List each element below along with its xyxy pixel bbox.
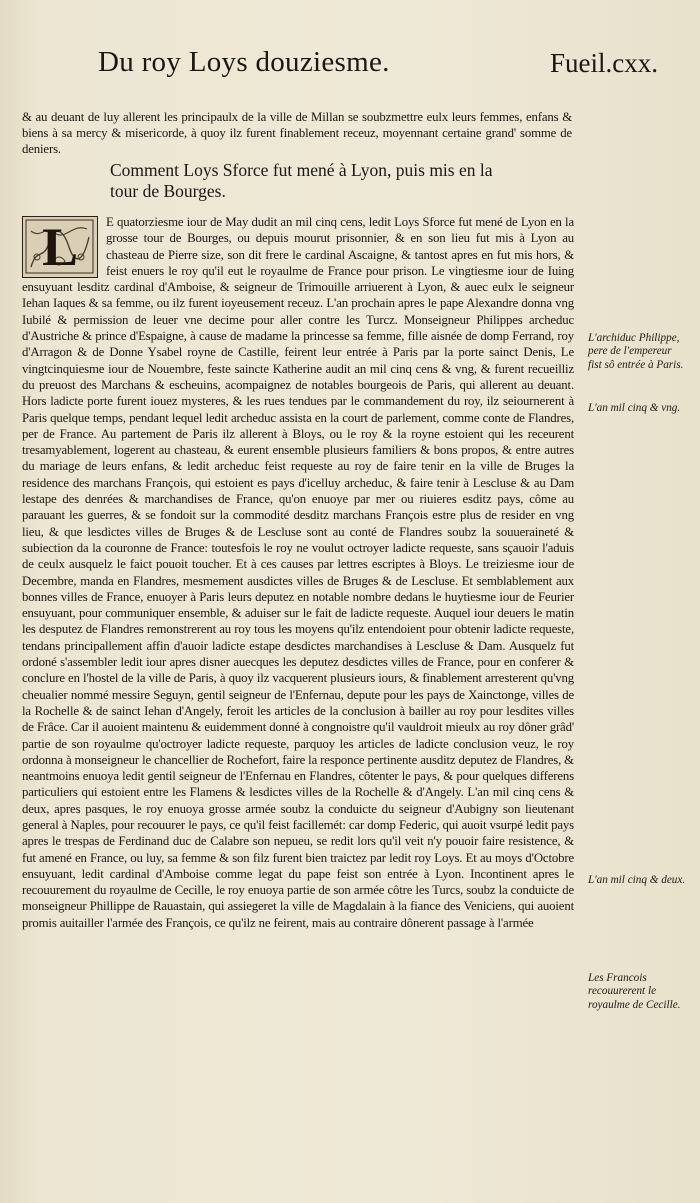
- chapter-heading: [110, 160, 510, 202]
- margin-note-year-1501: L'an mil cinq & vng.: [588, 402, 681, 414]
- folio-number: Fueil.cxx.: [550, 48, 658, 78]
- chapter-heading-line-1: Comment Loys Sforce fut mené à Lyon, puis mis en la: [110, 160, 493, 180]
- margin-note-sicily: Les Francois recouurerent le royaulme de Cecille.: [588, 972, 681, 1011]
- margin-note-archduke: L'archiduc Philippe, pere de l'empereur fist sô entrée à Paris.: [588, 332, 684, 371]
- body-paragraph: [22, 214, 574, 931]
- opening-paragraph: & au deuant de luy allerent les principaulx de la ville de Millan se soubzmettre eulx leurs femmes, enfans & biens à sa mercy & misericorde, à quoy ilz furent finablement receuz, moyennant certaine grand' somme de deniers.: [22, 109, 572, 157]
- dropcap-letter: L: [42, 217, 78, 277]
- chapter-heading-line-2: tour de Bourges.: [110, 181, 226, 201]
- running-title: Du roy Loys douziesme.: [98, 46, 390, 78]
- running-head: [98, 46, 658, 90]
- margin-note-year-1502: L'an mil cinq & deux.: [588, 874, 686, 886]
- body-text: E quatorziesme iour de May dudit an mil cinq cens, ledit Loys Sforce fut mené de Lyon en la grosse tour de Bourges, ou depuis mourut prisonnier, & en son lieu fut mis à Lyon au chasteau de Pierre size, son dit frere le cardinal Ascaigne, & tantost apres en fut mis hors, & feist enuers le roy qu'il eut le royaulme de France pour prison. Le vingtiesme iour de Iuing ensuyuant lesditz cardinal d'Amboise, & seigneur de Trimouille arriuerent à Lyon, & auec eulx le seigneur Iehan Iaques & sa femme, ou ilz furent ioyeusement receuz. L'an prochain apres le pape Alexandre donna vng Iubilé & permission de leuer vne decime pour aller contre les Turcz. Monseigneur Philippes archeduc d'Austriche & prince d'Espaigne, à cause de madame la princesse sa femme, fille aisnée de domp Ferrand, roy d'Arragon & de Donne Ysabel royne de Castille, feirent leur entrée à Paris par la porte sainct Denis, Le vingtcinquiesme iour de Nouembre, feste saincte Katherine audit an mil cinq cens & vng, & furent recueilliz du preuost des Marchans & escheuins, acompaignez de notables bourgeois de Paris, qui allerent au deuant. Hors ladicte porte furent iouez mysteres, & les rues tendues par le commandement du roy, ilz seiournerent à Paris quelque temps, pendant lequel ledit archeduc assista en la court de parlement, comme conte de Flandres, per de France. Au partement de Paris ilz allerent à Bloys, ou le roy & la royne estoient qui les receurent tresamyablement, logerent au chasteau, & eurent ensemble plusieurs familiers & bons propos, & entre autres du mariage de leurs enfans, & ledit archeduc feist requeste au roy de faire tenir en la ville de Bruges la residence des marchans François, qui estoient es pays d'icelluy archeduc, & faire tenir à Lescluse & au Dam lestape des denrées & marchandises de France, qu'on enuoye par mer ou riuieres esditz pays, côme au parauant les guerres, & se fondoit sur la commodité desditz marchans François estre plus de resider en vng lieu, & que lesdictes villes de Bruges & de Lescluse sont au conté de Flandres soubz la souueraineté & subiection da la couronne de France: toutesfois le roy ne voulut octroyer ladicte requeste, sans sçauoir l'aduis de ceulx ausquelz le faict pouoit toucher. Et à ces causes par lettres escriptes à Bloys. Le treiziesme iour de Decembre, manda en Flandres, mesmement ausdictes villes de Bruges & de Lescluse. Et semblablement aux bonnes villes de France, enuoyer à Paris leurs deputez en notable nombre dedans le huytiesme iour de Feurier ensuyuant, pour communiquer ensemble, & aduiser sur le fait de ladicte requeste. Auquel iour deuers le matin les desputez de Flandres remonstrerent au roy tous les moyens qu'ilz entendoient pour obtenir ladicte requeste, tendans principallement affin d'auoir ladicte estape desdictes marchandises à Lescluse & Dam. Ausquelz fut ordoné s'assembler ledit iour apres disner auecques les deputez desdictes villes de France, pour en conferer & conclure en l'hostel de la ville de Paris, à quoy ilz vacquerent plusieurs iours, & finablement arresterent qu'vng cheualier nommé messire Seguyn, gentil seigneur de l'Enfernau, depute pour les pays de Xainctonge, villes de la Rochelle & de sainct Iehan d'Angely, feroit les articles de la conclusion à bailler au roy pour lesdites villes de Frâce. Car il auoient maintenu & euidemment donné à congnoistre qu'il vauldroit mieulx au roy dôner grâd' partie de son royaulme qu'octroyer ladicte requeste, parquoy les articles de ladicte conclusion veuz, le roy ordonna à monseigneur le chancellier de Rochefort, faire la responce pertinente ausditz deputez de Flandres, & neantmoins enuoya ledit gentil seigneur de l'Enfernau en Flandres, côtenter le pays, & pour quelques differens particuliers qui estoient entre les Flamens & lesdictes villes de la Rochelle & d'Angely. L'an mil cinq cens & deux, apres pasques, le roy enuoya grosse armée soubz la conduicte du seigneur d'Aubigny son lieutenant general à Naples, pour recouurer le pays, ce qu'il feist facillemét: car domp Federic, qui auoit vsurpé ledit pays apres le trespas de Ferdinand duc de Calabre son nepueu, se redit lors qu'il veit n'y pouoir faire resistence, & fut amené en France, ou luy, sa femme & son filz furent bien traictez par ledit roy Loys. Et au moys d'Octobre ensuyuant, ledit cardinal d'Amboise comme legat du pape feist son entrée à Lyon. Incontinent apres le recouurement du royaulme de Cecille, le roy enuoya partie de son armée côtre les Turcs, soubz la conduicte de monseigneur Phillippe de Rauastain, qui assiegeret la ville de Magdalain à la fiance des Veniciens, qui auoient promis auitailler l'armée des François, ce qu'ilz ne feirent, mais au contraire dônerent passage à l'armée: [22, 215, 574, 930]
- ornamental-dropcap: [22, 216, 98, 278]
